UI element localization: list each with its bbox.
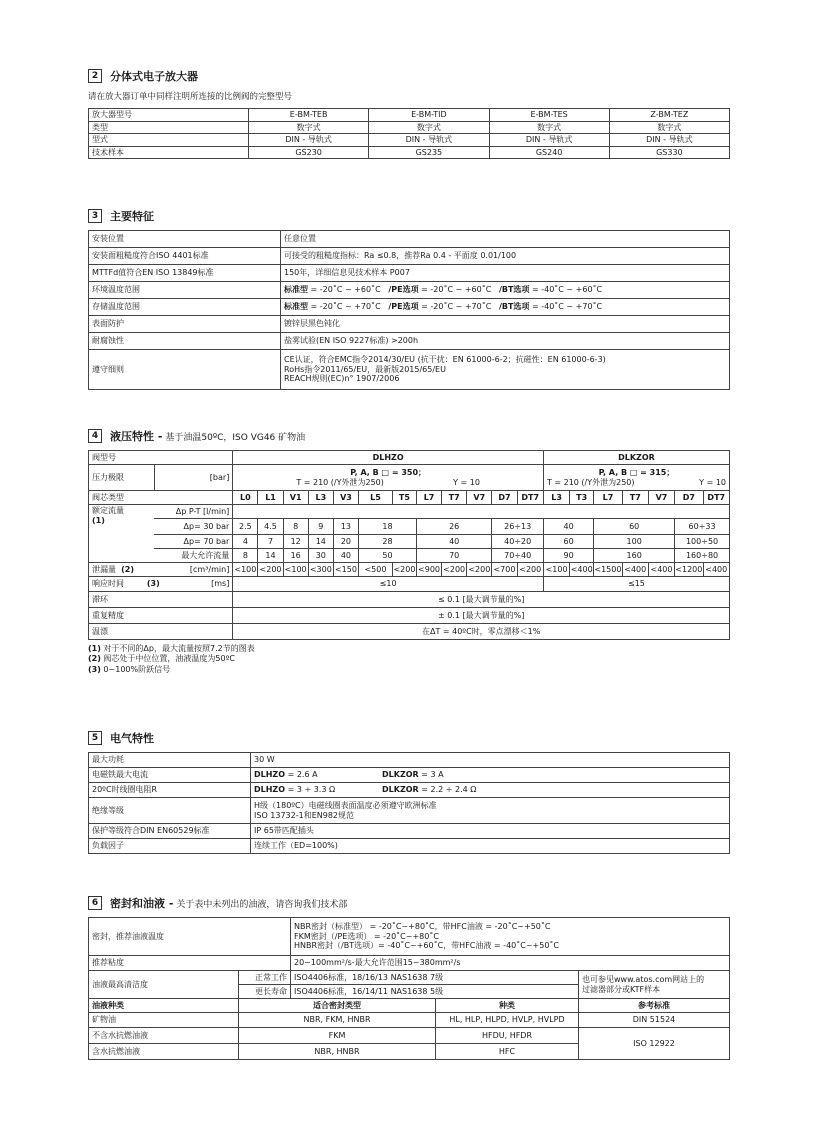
row-label: 滞环 <box>89 592 233 608</box>
row-value: ± 0.1 [最大调节量的%] <box>233 608 730 624</box>
spool-type: L5 <box>359 491 393 505</box>
model-dlkzor: DLKZOR <box>543 451 729 465</box>
section-4-heading <box>88 428 730 444</box>
pressure-line: P, A, B □ = 350； <box>350 467 427 477</box>
row-value: 在ΔT = 40ºC时，零点漂移＜1% <box>233 624 730 640</box>
flow-value: 18 <box>359 519 417 535</box>
fluid-class: HFDU, HFDR <box>436 1028 579 1044</box>
label-bold: 标准型 <box>284 302 308 312</box>
footnote-text: 阀芯处于中位位置，油液温度为50ºC <box>100 654 235 664</box>
footnote-text: 0~100%阶跃信号 <box>100 664 171 674</box>
electrical-table <box>88 752 730 854</box>
row-label: 阀型号 <box>89 451 233 465</box>
table-cell: GS330 <box>609 146 729 159</box>
table-row <box>89 465 730 491</box>
value-line: ISO 13732-1和EN982规范 <box>254 810 355 820</box>
table-cell: 技术样本 <box>89 146 249 159</box>
table-cell: 数字式 <box>489 121 609 134</box>
flow-label: 额定流量 <box>92 506 124 515</box>
table-row <box>89 535 730 549</box>
pressure-dlkzor <box>543 465 729 491</box>
table-row <box>89 592 730 608</box>
flow-value: 40 <box>543 519 593 535</box>
leak-unit: [cm³/min] <box>189 564 230 574</box>
value-line: NBR密封（标准型） = -20˚C~+80˚C，带HFC油液 = -20˚C~+50˚C <box>294 922 551 932</box>
row-label: 绝缘等级 <box>89 798 251 824</box>
footnote <box>88 654 730 664</box>
leak-value: <100 <box>283 563 308 577</box>
row-value <box>251 768 730 783</box>
table-cell: GS230 <box>249 146 369 159</box>
seals-fluids-table <box>88 917 730 1060</box>
spool-type: V3 <box>333 491 358 505</box>
spool-type: L3 <box>543 491 569 505</box>
label-bold: DLKZOR <box>382 770 419 780</box>
fluid-name: 含水抗燃油液 <box>89 1044 239 1060</box>
row-value: 可接受的粗糙度指标：Ra ≤0.8，推荐Ra 0.4 - 平面度 0.01/100 <box>281 248 730 265</box>
resp-dlkzor: ≤15 <box>543 577 729 592</box>
flow-value: 26 <box>416 519 491 535</box>
flow-value: 16 <box>283 549 308 563</box>
value-text: = -40˚C ~ +70˚C <box>529 302 603 312</box>
table-cell: E-BM-TES <box>489 109 609 122</box>
leak-value: <900 <box>416 563 441 577</box>
table-row <box>89 918 730 956</box>
leak-value: <1500 <box>594 563 622 577</box>
footnote-key: (1) <box>88 644 101 653</box>
row-label: 压力极限 <box>89 465 155 491</box>
leak-value: <150 <box>333 563 358 577</box>
table-row <box>89 783 730 798</box>
flow-value: 8 <box>283 519 308 535</box>
flow-note: (1) <box>92 515 105 525</box>
pressure-y: Y = 10 <box>699 477 726 487</box>
table-cell: 型式 <box>89 134 249 147</box>
table-row <box>89 768 730 783</box>
spool-type: L7 <box>416 491 441 505</box>
value-text: = -20˚C ~ +60˚C <box>308 285 381 295</box>
section-6-heading <box>88 895 730 911</box>
main-features-table <box>88 230 730 390</box>
spool-type: D7 <box>492 491 517 505</box>
spool-type: T3 <box>570 491 594 505</box>
table-cell: DIN - 导轨式 <box>369 134 489 147</box>
spool-type: T7 <box>622 491 648 505</box>
fluid-class: HL, HLP, HLPD, HVLP, HVLPD <box>436 1013 579 1028</box>
table-row <box>89 753 730 768</box>
table-row <box>89 624 730 640</box>
table-cell: 数字式 <box>249 121 369 134</box>
section-5-heading <box>88 730 730 746</box>
fluid-name: 矿物油 <box>89 1013 239 1028</box>
leak-label-cell <box>89 563 233 577</box>
fluid-class: HFC <box>436 1044 579 1060</box>
row-value: 盐雾试验(EN ISO 9227标准) >200h <box>281 333 730 350</box>
label-bold: /BT选项 <box>498 302 530 312</box>
table-row <box>89 491 730 505</box>
value-text: = 2.2 ÷ 2.4 Ω <box>418 785 477 795</box>
spool-type: L1 <box>258 491 283 505</box>
table-header-row <box>89 999 730 1013</box>
row-value: 20~100mm²/s-最大允许范围15~380mm²/s <box>291 956 730 971</box>
table-row <box>89 282 730 299</box>
leak-value: <200 <box>517 563 543 577</box>
section-number: 6 <box>88 896 102 910</box>
value-line: HNBR密封（/BT选项）= -40˚C~+60˚C，带HFC油液 = -40˚C~+50˚C <box>294 941 560 951</box>
table-cell: DIN - 导轨式 <box>609 134 729 147</box>
spool-type: DT7 <box>517 491 543 505</box>
flow-dp: Δp= 30 bar <box>154 519 233 535</box>
table-row <box>89 563 730 577</box>
section-title: 主要特征 <box>110 210 154 223</box>
row-label: 保护等级符合DIN EN60529标准 <box>89 824 251 839</box>
row-label: MTTFd值符合EN ISO 13849标准 <box>89 265 281 282</box>
footnote <box>88 665 730 675</box>
footnote-key: (2) <box>88 654 101 664</box>
column-header: 种类 <box>436 999 579 1013</box>
label-bold: /BT选项 <box>498 285 530 295</box>
fluid-seal: FKM <box>239 1028 436 1044</box>
flow-max: 最大允许流量 <box>154 549 233 563</box>
value-text: = 2.6 A <box>285 770 318 780</box>
spool-type: T7 <box>442 491 467 505</box>
hydraulic-table <box>88 450 730 640</box>
leak-note: (2) <box>121 564 134 574</box>
section-4 <box>88 428 730 675</box>
section-title: 电气特性 <box>110 732 154 745</box>
spool-type: L0 <box>233 491 258 505</box>
section-subtitle: 关于表中未列出的油液，请咨询我们技术部 <box>176 900 348 910</box>
table-row <box>89 971 730 985</box>
flow-value: 9 <box>308 519 333 535</box>
flow-dp: Δp= 70 bar <box>154 535 233 549</box>
value-text: = -20˚C ~ +70˚C <box>418 302 492 312</box>
amplifier-table <box>88 108 730 159</box>
table-row <box>89 608 730 624</box>
flow-value: 8 <box>233 549 258 563</box>
table-row <box>89 519 730 535</box>
footnotes <box>88 644 730 675</box>
value-line: H级（180ºC）电磁线圈表面温度必须遵守欧洲标准 <box>254 800 437 810</box>
leak-value: <100 <box>543 563 569 577</box>
section-title <box>110 428 305 444</box>
pressure-line <box>236 478 540 488</box>
table-row <box>89 577 730 592</box>
column-header: 油液种类 <box>89 999 239 1013</box>
pressure-t: T = 210 (/Y外泄为250) <box>296 477 384 487</box>
table-cell: DIN - 导轨式 <box>249 134 369 147</box>
flow-value: 40 <box>333 549 358 563</box>
table-cell: GS235 <box>369 146 489 159</box>
flow-value: 160÷80 <box>675 549 730 563</box>
spool-type: D7 <box>675 491 703 505</box>
section-6 <box>88 895 730 1060</box>
leak-value: <1200 <box>675 563 703 577</box>
leak-value: <500 <box>359 563 393 577</box>
row-label: 安装位置 <box>89 231 281 248</box>
table-row <box>89 350 730 390</box>
clean-value: ISO4406标准，16/14/11 NAS1638 5级 <box>291 985 579 999</box>
leak-value: <400 <box>648 563 674 577</box>
value-line: RoHs指令2011/65/EU，最新版2015/65/EU <box>284 364 446 374</box>
spool-type: V7 <box>648 491 674 505</box>
flow-unit: Δp P-T [l/min] <box>154 505 233 519</box>
flow-value: 13 <box>333 519 358 535</box>
flow-value: 40 <box>416 535 491 549</box>
table-row <box>89 265 730 282</box>
note-line: 也可参见www.atos.com网站上的 <box>582 974 705 984</box>
value-line: REACH规则(EC)n° 1907/2006 <box>284 374 400 384</box>
leak-value: <400 <box>622 563 648 577</box>
section-3 <box>88 208 730 390</box>
label-bold: DLKZOR <box>382 785 419 795</box>
section-2-heading <box>88 68 730 84</box>
value-line: CE认证，符合EMC指令2014/30/EU (抗干扰：EN 61000-6-2；抗磁性：EN 61000-6-3) <box>284 355 606 365</box>
leak-value: <200 <box>442 563 467 577</box>
leak-value: <300 <box>308 563 333 577</box>
row-value: 150年，详细信息见技术样本 P007 <box>281 265 730 282</box>
value-text: = 3 ÷ 3.3 Ω <box>285 785 336 795</box>
row-value <box>281 299 730 316</box>
flow-value: 7 <box>258 535 283 549</box>
table-cell: 放大器型号 <box>89 109 249 122</box>
flow-value: 50 <box>359 549 417 563</box>
table-row <box>89 333 730 350</box>
row-label: 表面防护 <box>89 316 281 333</box>
row-value: 镀锌层黑色钝化 <box>281 316 730 333</box>
pressure-y: Y = 10 <box>453 477 480 487</box>
table-cell: E-BM-TID <box>369 109 489 122</box>
row-label: 密封，推荐油液温度 <box>89 918 291 956</box>
row-label: 最大功耗 <box>89 753 251 768</box>
section-3-heading <box>88 208 730 224</box>
section-number: 2 <box>88 69 102 83</box>
row-value: 30 W <box>251 753 730 768</box>
clean-sublabel: 更长寿命 <box>239 985 291 999</box>
value-text: = -40˚C ~ +60˚C <box>529 285 603 295</box>
flow-value: 14 <box>308 535 333 549</box>
table-header-row <box>89 109 730 122</box>
flow-value: 100 <box>594 535 675 549</box>
row-label: 推荐粘度 <box>89 956 291 971</box>
flow-value: 26÷13 <box>492 519 544 535</box>
row-value <box>281 350 730 390</box>
row-label: 温漂 <box>89 624 233 640</box>
resp-label: 响应时间 <box>92 579 124 589</box>
note-line: 过滤器部分或KTF样本 <box>582 984 661 994</box>
table-row <box>89 798 730 824</box>
resp-note: (3) <box>146 579 160 589</box>
value-line: FKM密封（/PE选项） = -20˚C~+80˚C <box>294 931 439 941</box>
row-label: 安装面粗糙度符合ISO 4401标准 <box>89 248 281 265</box>
value-text: = -20˚C ~ +60˚C <box>418 285 492 295</box>
footnote-key: (3) <box>88 664 101 674</box>
leak-value: <200 <box>392 563 416 577</box>
flow-value: 30 <box>308 549 333 563</box>
flow-value: 12 <box>283 535 308 549</box>
flow-value: 70÷40 <box>492 549 544 563</box>
row-label: 环境温度范围 <box>89 282 281 299</box>
row-unit: [bar] <box>154 465 233 491</box>
row-value <box>281 282 730 299</box>
spool-type: DT7 <box>703 491 729 505</box>
row-label: 20ºC时线圈电阻R <box>89 783 251 798</box>
table-row <box>89 316 730 333</box>
table-row <box>89 299 730 316</box>
section-title <box>110 895 347 911</box>
pressure-t: T = 210 (/Y外泄为250) <box>546 477 635 487</box>
row-label: 阀芯类型 <box>89 491 233 505</box>
flow-value: 14 <box>258 549 283 563</box>
table-cell: 类型 <box>89 121 249 134</box>
table-cell: GS240 <box>489 146 609 159</box>
row-value: IP 65带匹配插头 <box>251 824 730 839</box>
table-cell: E-BM-TEB <box>249 109 369 122</box>
pressure-line: P, A, B □ = 315； <box>598 467 675 477</box>
leak-value: <400 <box>703 563 729 577</box>
section-number: 4 <box>88 429 102 443</box>
row-label: 重复精度 <box>89 608 233 624</box>
resp-label-cell <box>89 577 233 592</box>
section-intro: 请在放大器订单中同样注明所连接的比例阀的完整型号 <box>88 92 293 102</box>
leak-label: 泄漏量 <box>92 564 116 574</box>
title-text: 液压特性 - <box>110 430 163 443</box>
flow-value: 4 <box>233 535 258 549</box>
column-header: 参考标准 <box>579 999 730 1013</box>
column-header: 适合密封类型 <box>239 999 436 1013</box>
flow-value: 160 <box>594 549 675 563</box>
leak-value: <700 <box>492 563 517 577</box>
leak-value: <200 <box>258 563 283 577</box>
flow-label-cell <box>89 505 155 563</box>
table-cell: Z-BM-TEZ <box>609 109 729 122</box>
table-row <box>89 121 730 134</box>
resp-unit: [ms] <box>211 579 230 589</box>
table-row <box>89 231 730 248</box>
flow-value: 28 <box>359 535 417 549</box>
spool-type: T5 <box>392 491 416 505</box>
flow-value: 60 <box>594 519 675 535</box>
blank-cell <box>233 505 730 519</box>
spool-type: V7 <box>467 491 492 505</box>
row-value: ≤ 0.1 [最大调节量的%] <box>233 592 730 608</box>
section-subtitle: 基于油温50ºC，ISO VG46 矿物油 <box>165 433 306 443</box>
table-row <box>89 956 730 971</box>
section-title: 分体式电子放大器 <box>110 70 198 83</box>
flow-value: 4.5 <box>258 519 283 535</box>
fluid-seal: NBR, FKM, HNBR <box>239 1013 436 1028</box>
row-value <box>251 798 730 824</box>
fluid-name: 不含水抗燃油液 <box>89 1028 239 1044</box>
fluid-standard: DIN 51524 <box>579 1013 730 1028</box>
table-row <box>89 824 730 839</box>
table-row <box>89 1028 730 1044</box>
spool-type: V1 <box>283 491 308 505</box>
row-value <box>291 918 730 956</box>
table-cell: DIN - 导轨式 <box>489 134 609 147</box>
table-row <box>89 505 730 519</box>
label-bold: 标准型 <box>284 285 308 295</box>
flow-value: 40÷20 <box>492 535 544 549</box>
table-row <box>89 451 730 465</box>
pressure-dlhzo <box>233 465 544 491</box>
table-row <box>89 839 730 854</box>
leak-value: <200 <box>467 563 492 577</box>
title-text: 密封和油液 - <box>110 897 174 910</box>
clean-note <box>579 971 730 999</box>
clean-sublabel: 正常工作 <box>239 971 291 985</box>
row-label: 负载因子 <box>89 839 251 854</box>
value-text: = -20˚C ~ +70˚C <box>308 302 381 312</box>
leak-value: <100 <box>233 563 258 577</box>
model-dlhzo: DLHZO <box>233 451 544 465</box>
clean-value: ISO4406标准，18/16/13 NAS1638 7级 <box>291 971 579 985</box>
label-bold: DLHZO <box>254 785 286 795</box>
spool-type: L3 <box>308 491 333 505</box>
flow-value: 60 <box>543 535 593 549</box>
table-row <box>89 146 730 159</box>
flow-value: 20 <box>333 535 358 549</box>
footnote-text: 对于不同的Δp，最大流量按照7.2节的图表 <box>100 644 255 653</box>
table-cell: 数字式 <box>609 121 729 134</box>
flow-value: 60÷33 <box>675 519 730 535</box>
label-bold: DLHZO <box>254 770 286 780</box>
row-value: 连续工作（ED=100%) <box>251 839 730 854</box>
flow-value: 90 <box>543 549 593 563</box>
leak-value: <400 <box>570 563 594 577</box>
row-label: 耐腐蚀性 <box>89 333 281 350</box>
table-row <box>89 134 730 147</box>
table-row <box>89 248 730 265</box>
resp-dlhzo: ≤10 <box>233 577 544 592</box>
spool-type: L7 <box>594 491 622 505</box>
section-number: 5 <box>88 731 102 745</box>
label-bold: /PE选项 <box>388 285 419 295</box>
table-row <box>89 549 730 563</box>
fluid-seal: NBR, HNBR <box>239 1044 436 1060</box>
pressure-line <box>547 478 726 488</box>
row-value: 任意位置 <box>281 231 730 248</box>
row-label: 油液最高清洁度 <box>89 971 239 999</box>
table-cell: 数字式 <box>369 121 489 134</box>
fluid-standard: ISO 12922 <box>579 1028 730 1060</box>
section-number: 3 <box>88 209 102 223</box>
flow-value: 2.5 <box>233 519 258 535</box>
label-bold: /PE选项 <box>388 302 419 312</box>
row-label: 遵守细则 <box>89 350 281 390</box>
row-label: 电磁铁最大电流 <box>89 768 251 783</box>
row-value <box>251 783 730 798</box>
row-label: 存储温度范围 <box>89 299 281 316</box>
flow-value: 70 <box>416 549 491 563</box>
section-5 <box>88 730 730 854</box>
section-2 <box>88 68 730 159</box>
flow-value: 100÷50 <box>675 535 730 549</box>
value-text: = 3 A <box>418 770 444 780</box>
table-row <box>89 1013 730 1028</box>
footnote <box>88 644 730 654</box>
